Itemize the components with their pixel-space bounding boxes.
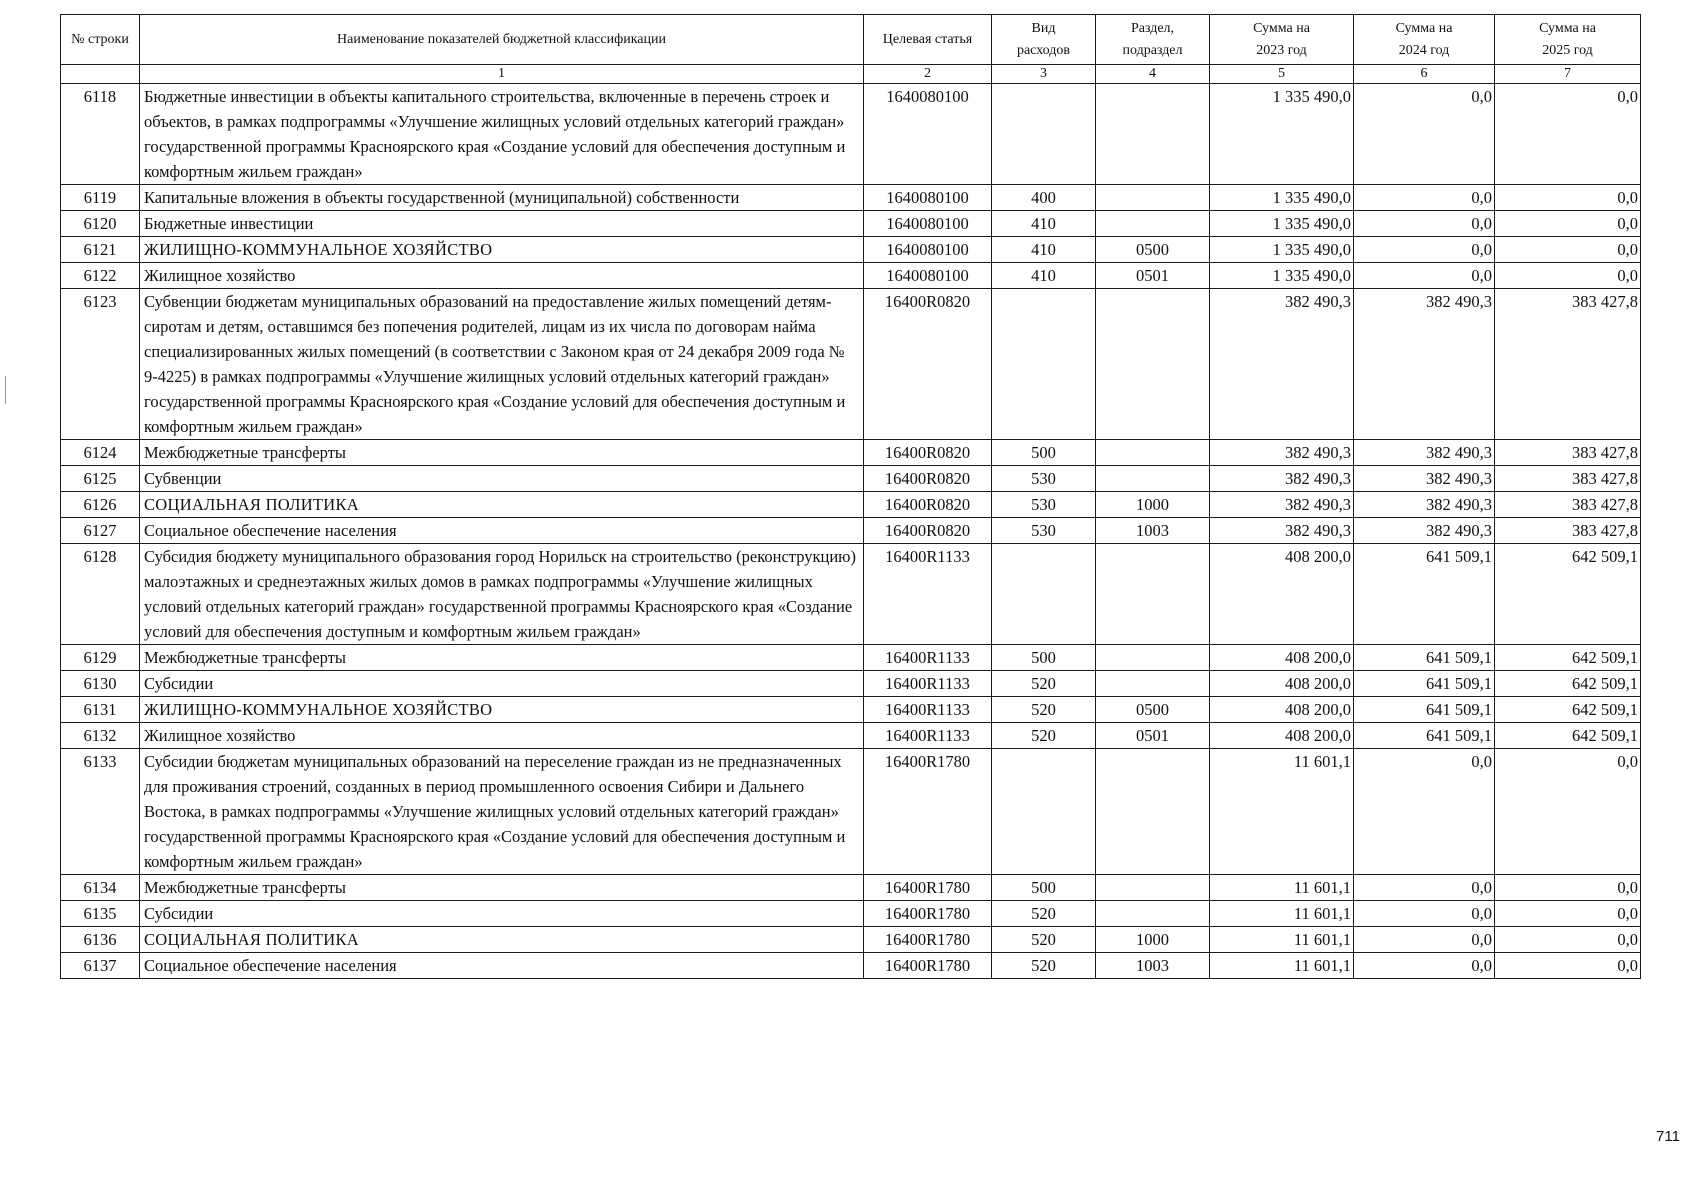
- table-row: [61, 723, 1641, 749]
- row-name: Субсидия бюджету муниципального образования город Норильск на строительство (реконструкцию) малоэтажных и среднеэтажных жилых домов в рамках подпрограммы «Улучшение жилищных условий отдельных категорий граждан» государственной программы Красноярского края «Создание условий для обеспечения доступным и комфортным жильем граждан»: [140, 544, 864, 645]
- header-sum-2025: [1495, 15, 1641, 65]
- row-target-code: 1640080100: [864, 237, 992, 263]
- row-expense-kind: 520: [992, 953, 1096, 979]
- row-sum-2025: 642 509,1: [1495, 697, 1641, 723]
- column-number-blank: [61, 65, 140, 84]
- row-expense-kind: 500: [992, 645, 1096, 671]
- row-name: Межбюджетные трансферты: [140, 440, 864, 466]
- row-section-code: 0501: [1096, 723, 1210, 749]
- row-sum-2024: 0,0: [1354, 185, 1495, 211]
- row-sum-2023: 11 601,1: [1210, 749, 1354, 875]
- row-number: 6137: [61, 953, 140, 979]
- row-number: 6126: [61, 492, 140, 518]
- row-name: Бюджетные инвестиции: [140, 211, 864, 237]
- row-expense-kind: 400: [992, 185, 1096, 211]
- row-name: Социальное обеспечение населения: [140, 953, 864, 979]
- row-sum-2023: 382 490,3: [1210, 440, 1354, 466]
- row-sum-2024: 0,0: [1354, 749, 1495, 875]
- column-number: 6: [1354, 65, 1495, 84]
- row-sum-2025: 642 509,1: [1495, 645, 1641, 671]
- row-section-code: 1003: [1096, 518, 1210, 544]
- row-sum-2024: 0,0: [1354, 211, 1495, 237]
- header-section: [1096, 15, 1210, 65]
- row-section-code: [1096, 749, 1210, 875]
- row-sum-2025: 0,0: [1495, 875, 1641, 901]
- row-name: Капитальные вложения в объекты государственной (муниципальной) собственности: [140, 185, 864, 211]
- row-sum-2024: 641 509,1: [1354, 671, 1495, 697]
- row-name: Субсидии: [140, 671, 864, 697]
- row-sum-2024: 382 490,3: [1354, 466, 1495, 492]
- row-number: 6122: [61, 263, 140, 289]
- row-sum-2025: 0,0: [1495, 927, 1641, 953]
- row-sum-2025: 383 427,8: [1495, 440, 1641, 466]
- table-row: [61, 518, 1641, 544]
- row-sum-2023: 408 200,0: [1210, 671, 1354, 697]
- row-sum-2024: 382 490,3: [1354, 440, 1495, 466]
- row-sum-2025: 0,0: [1495, 263, 1641, 289]
- row-section-code: 0500: [1096, 697, 1210, 723]
- header-name: Наименование показателей бюджетной классификации: [140, 15, 864, 65]
- table-row: [61, 697, 1641, 723]
- row-number: 6127: [61, 518, 140, 544]
- row-section-code: 1000: [1096, 492, 1210, 518]
- row-sum-2025: 642 509,1: [1495, 544, 1641, 645]
- row-expense-kind: 410: [992, 263, 1096, 289]
- row-name: Жилищное хозяйство: [140, 723, 864, 749]
- row-number: 6118: [61, 84, 140, 185]
- row-sum-2024: 382 490,3: [1354, 518, 1495, 544]
- row-section-code: [1096, 211, 1210, 237]
- row-sum-2025: 0,0: [1495, 185, 1641, 211]
- row-number: 6123: [61, 289, 140, 440]
- row-name: Межбюджетные трансферты: [140, 645, 864, 671]
- table-row: [61, 466, 1641, 492]
- row-section-code: 1003: [1096, 953, 1210, 979]
- header-sum-2025-line2: 2025 год: [1542, 42, 1593, 58]
- row-expense-kind: 530: [992, 492, 1096, 518]
- row-sum-2023: 382 490,3: [1210, 466, 1354, 492]
- row-target-code: 16400R0820: [864, 466, 992, 492]
- column-number: 2: [864, 65, 992, 84]
- table-row: [61, 953, 1641, 979]
- table-row: [61, 901, 1641, 927]
- header-sum-2024: [1354, 15, 1495, 65]
- row-sum-2024: 641 509,1: [1354, 697, 1495, 723]
- row-expense-kind: 520: [992, 927, 1096, 953]
- row-name: Субсидии бюджетам муниципальных образований на переселение граждан из не предназначенных для проживания строений, созданных в период промышленного освоения Сибири и Дальнего Востока, в рамках подпрограммы «Улучшение жилищных условий отдельных категорий граждан» государственной программы Красноярского края «Создание условий для обеспечения доступным и комфортным жильем граждан»: [140, 749, 864, 875]
- row-number: 6133: [61, 749, 140, 875]
- row-sum-2023: 11 601,1: [1210, 875, 1354, 901]
- row-sum-2024: 641 509,1: [1354, 645, 1495, 671]
- row-name: Субвенции: [140, 466, 864, 492]
- table-row: [61, 875, 1641, 901]
- row-sum-2025: 383 427,8: [1495, 466, 1641, 492]
- row-sum-2025: 0,0: [1495, 901, 1641, 927]
- header-kind-line2: расходов: [1016, 42, 1071, 58]
- budget-table-sheet: [60, 14, 1640, 979]
- row-target-code: 1640080100: [864, 211, 992, 237]
- header-sum-2024-line1: Сумма на: [1395, 20, 1453, 36]
- row-section-code: [1096, 645, 1210, 671]
- row-name: Бюджетные инвестиции в объекты капитального строительства, включенные в перечень строек и объектов, в рамках подпрограммы «Улучшение жилищных условий отдельных категорий граждан» государственной программы Красноярского края «Создание условий для обеспечения доступным и комфортным жильем граждан»: [140, 84, 864, 185]
- row-number: 6128: [61, 544, 140, 645]
- row-sum-2024: 641 509,1: [1354, 544, 1495, 645]
- row-expense-kind: [992, 544, 1096, 645]
- row-sum-2024: 0,0: [1354, 263, 1495, 289]
- row-sum-2023: 408 200,0: [1210, 645, 1354, 671]
- row-expense-kind: [992, 84, 1096, 185]
- row-name: Субсидии: [140, 901, 864, 927]
- row-expense-kind: 520: [992, 697, 1096, 723]
- column-number: 5: [1210, 65, 1354, 84]
- row-section-code: [1096, 289, 1210, 440]
- row-number: 6131: [61, 697, 140, 723]
- row-sum-2023: 1 335 490,0: [1210, 185, 1354, 211]
- page-number: 711: [1656, 1128, 1680, 1145]
- table-row: [61, 492, 1641, 518]
- row-sum-2023: 382 490,3: [1210, 289, 1354, 440]
- row-expense-kind: 410: [992, 211, 1096, 237]
- table-body: [61, 84, 1641, 979]
- row-name: СОЦИАЛЬНАЯ ПОЛИТИКА: [140, 927, 864, 953]
- header-kind-line1: Вид: [1031, 20, 1056, 36]
- row-sum-2024: 0,0: [1354, 237, 1495, 263]
- row-section-code: 0501: [1096, 263, 1210, 289]
- row-sum-2023: 1 335 490,0: [1210, 263, 1354, 289]
- header-section-line2: подраздел: [1122, 42, 1183, 58]
- row-target-code: 16400R1133: [864, 544, 992, 645]
- row-expense-kind: 410: [992, 237, 1096, 263]
- row-sum-2023: 408 200,0: [1210, 544, 1354, 645]
- row-target-code: 16400R1133: [864, 671, 992, 697]
- table-row: [61, 645, 1641, 671]
- header-sum-2024-line2: 2024 год: [1398, 42, 1450, 58]
- row-number: 6129: [61, 645, 140, 671]
- row-target-code: 16400R0820: [864, 518, 992, 544]
- row-number: 6136: [61, 927, 140, 953]
- row-section-code: [1096, 466, 1210, 492]
- row-sum-2023: 1 335 490,0: [1210, 211, 1354, 237]
- row-sum-2023: 382 490,3: [1210, 492, 1354, 518]
- row-sum-2025: 0,0: [1495, 953, 1641, 979]
- row-sum-2024: 0,0: [1354, 875, 1495, 901]
- row-section-code: [1096, 544, 1210, 645]
- row-expense-kind: 520: [992, 901, 1096, 927]
- column-number: 3: [992, 65, 1096, 84]
- row-sum-2023: 11 601,1: [1210, 953, 1354, 979]
- row-sum-2025: 0,0: [1495, 211, 1641, 237]
- row-number: 6121: [61, 237, 140, 263]
- row-number: 6132: [61, 723, 140, 749]
- row-name: Социальное обеспечение населения: [140, 518, 864, 544]
- row-name: СОЦИАЛЬНАЯ ПОЛИТИКА: [140, 492, 864, 518]
- table-header: [61, 15, 1641, 84]
- row-section-code: 0500: [1096, 237, 1210, 263]
- row-target-code: 16400R0820: [864, 492, 992, 518]
- margin-mark: [5, 376, 6, 404]
- row-section-code: [1096, 901, 1210, 927]
- row-section-code: [1096, 875, 1210, 901]
- table-row: [61, 84, 1641, 185]
- header-target: Целевая статья: [864, 15, 992, 65]
- row-expense-kind: 500: [992, 875, 1096, 901]
- header-sum-2023-line2: 2023 год: [1256, 42, 1307, 58]
- row-section-code: [1096, 185, 1210, 211]
- column-number: 7: [1495, 65, 1641, 84]
- row-sum-2024: 382 490,3: [1354, 492, 1495, 518]
- row-target-code: 16400R1780: [864, 953, 992, 979]
- table-row: [61, 185, 1641, 211]
- table-row: [61, 211, 1641, 237]
- table-row: [61, 927, 1641, 953]
- row-sum-2024: 382 490,3: [1354, 289, 1495, 440]
- row-sum-2023: 408 200,0: [1210, 723, 1354, 749]
- column-number-row: [61, 65, 1641, 84]
- header-sum-2025-line1: Сумма на: [1539, 20, 1596, 36]
- row-target-code: 16400R1133: [864, 723, 992, 749]
- table-row: [61, 263, 1641, 289]
- row-expense-kind: 530: [992, 466, 1096, 492]
- row-sum-2023: 1 335 490,0: [1210, 84, 1354, 185]
- row-target-code: 1640080100: [864, 185, 992, 211]
- header-row-no: № строки: [61, 15, 140, 65]
- row-target-code: 16400R1780: [864, 927, 992, 953]
- table-row: [61, 671, 1641, 697]
- row-target-code: 16400R1780: [864, 901, 992, 927]
- row-sum-2025: 383 427,8: [1495, 492, 1641, 518]
- row-sum-2023: 382 490,3: [1210, 518, 1354, 544]
- row-sum-2024: 0,0: [1354, 927, 1495, 953]
- row-sum-2023: 11 601,1: [1210, 927, 1354, 953]
- row-sum-2025: 642 509,1: [1495, 671, 1641, 697]
- row-name: Жилищное хозяйство: [140, 263, 864, 289]
- row-sum-2025: 0,0: [1495, 749, 1641, 875]
- row-sum-2025: 383 427,8: [1495, 518, 1641, 544]
- column-number: 1: [140, 65, 864, 84]
- row-sum-2025: 642 509,1: [1495, 723, 1641, 749]
- row-sum-2023: 1 335 490,0: [1210, 237, 1354, 263]
- row-name: ЖИЛИЩНО-КОММУНАЛЬНОЕ ХОЗЯЙСТВО: [140, 237, 864, 263]
- row-sum-2025: 383 427,8: [1495, 289, 1641, 440]
- row-number: 6124: [61, 440, 140, 466]
- row-sum-2024: 641 509,1: [1354, 723, 1495, 749]
- table-row: [61, 237, 1641, 263]
- row-sum-2023: 11 601,1: [1210, 901, 1354, 927]
- row-sum-2025: 0,0: [1495, 237, 1641, 263]
- row-sum-2024: 0,0: [1354, 953, 1495, 979]
- row-expense-kind: [992, 749, 1096, 875]
- row-number: 6120: [61, 211, 140, 237]
- header-kind: [992, 15, 1096, 65]
- row-expense-kind: 520: [992, 671, 1096, 697]
- table-row: [61, 289, 1641, 440]
- row-name: ЖИЛИЩНО-КОММУНАЛЬНОЕ ХОЗЯЙСТВО: [140, 697, 864, 723]
- header-section-line1: Раздел,: [1130, 20, 1175, 36]
- row-target-code: 16400R0820: [864, 289, 992, 440]
- row-number: 6135: [61, 901, 140, 927]
- row-target-code: 16400R1780: [864, 875, 992, 901]
- row-number: 6134: [61, 875, 140, 901]
- row-expense-kind: 530: [992, 518, 1096, 544]
- row-name: Субвенции бюджетам муниципальных образований на предоставление жилых помещений детям-сиротам и детям, оставшимся без попечения родителей, лицам из их числа по договорам найма специализированных жилых помещений (в соответствии с Законом края от 24 декабря 2009 года № 9-4225) в рамках подпрограммы «Улучшение жилищных условий отдельных категорий граждан» государственной программы Красноярского края «Создание условий для обеспечения доступным и комфортным жильем граждан»: [140, 289, 864, 440]
- row-number: 6119: [61, 185, 140, 211]
- row-name: Межбюджетные трансферты: [140, 875, 864, 901]
- row-target-code: 1640080100: [864, 263, 992, 289]
- table-row: [61, 440, 1641, 466]
- column-number: 4: [1096, 65, 1210, 84]
- row-section-code: [1096, 671, 1210, 697]
- row-expense-kind: [992, 289, 1096, 440]
- row-target-code: 16400R1133: [864, 697, 992, 723]
- row-sum-2024: 0,0: [1354, 901, 1495, 927]
- row-section-code: [1096, 440, 1210, 466]
- row-sum-2023: 408 200,0: [1210, 697, 1354, 723]
- row-expense-kind: 500: [992, 440, 1096, 466]
- row-expense-kind: 520: [992, 723, 1096, 749]
- row-target-code: 16400R1780: [864, 749, 992, 875]
- header-sum-2023-line1: Сумма на: [1253, 20, 1310, 36]
- row-sum-2025: 0,0: [1495, 84, 1641, 185]
- table-row: [61, 544, 1641, 645]
- row-section-code: 1000: [1096, 927, 1210, 953]
- table-row: [61, 749, 1641, 875]
- row-section-code: [1096, 84, 1210, 185]
- row-number: 6125: [61, 466, 140, 492]
- row-sum-2024: 0,0: [1354, 84, 1495, 185]
- header-sum-2023: [1210, 15, 1354, 65]
- budget-table: [60, 14, 1641, 979]
- row-target-code: 1640080100: [864, 84, 992, 185]
- row-number: 6130: [61, 671, 140, 697]
- row-target-code: 16400R1133: [864, 645, 992, 671]
- row-target-code: 16400R0820: [864, 440, 992, 466]
